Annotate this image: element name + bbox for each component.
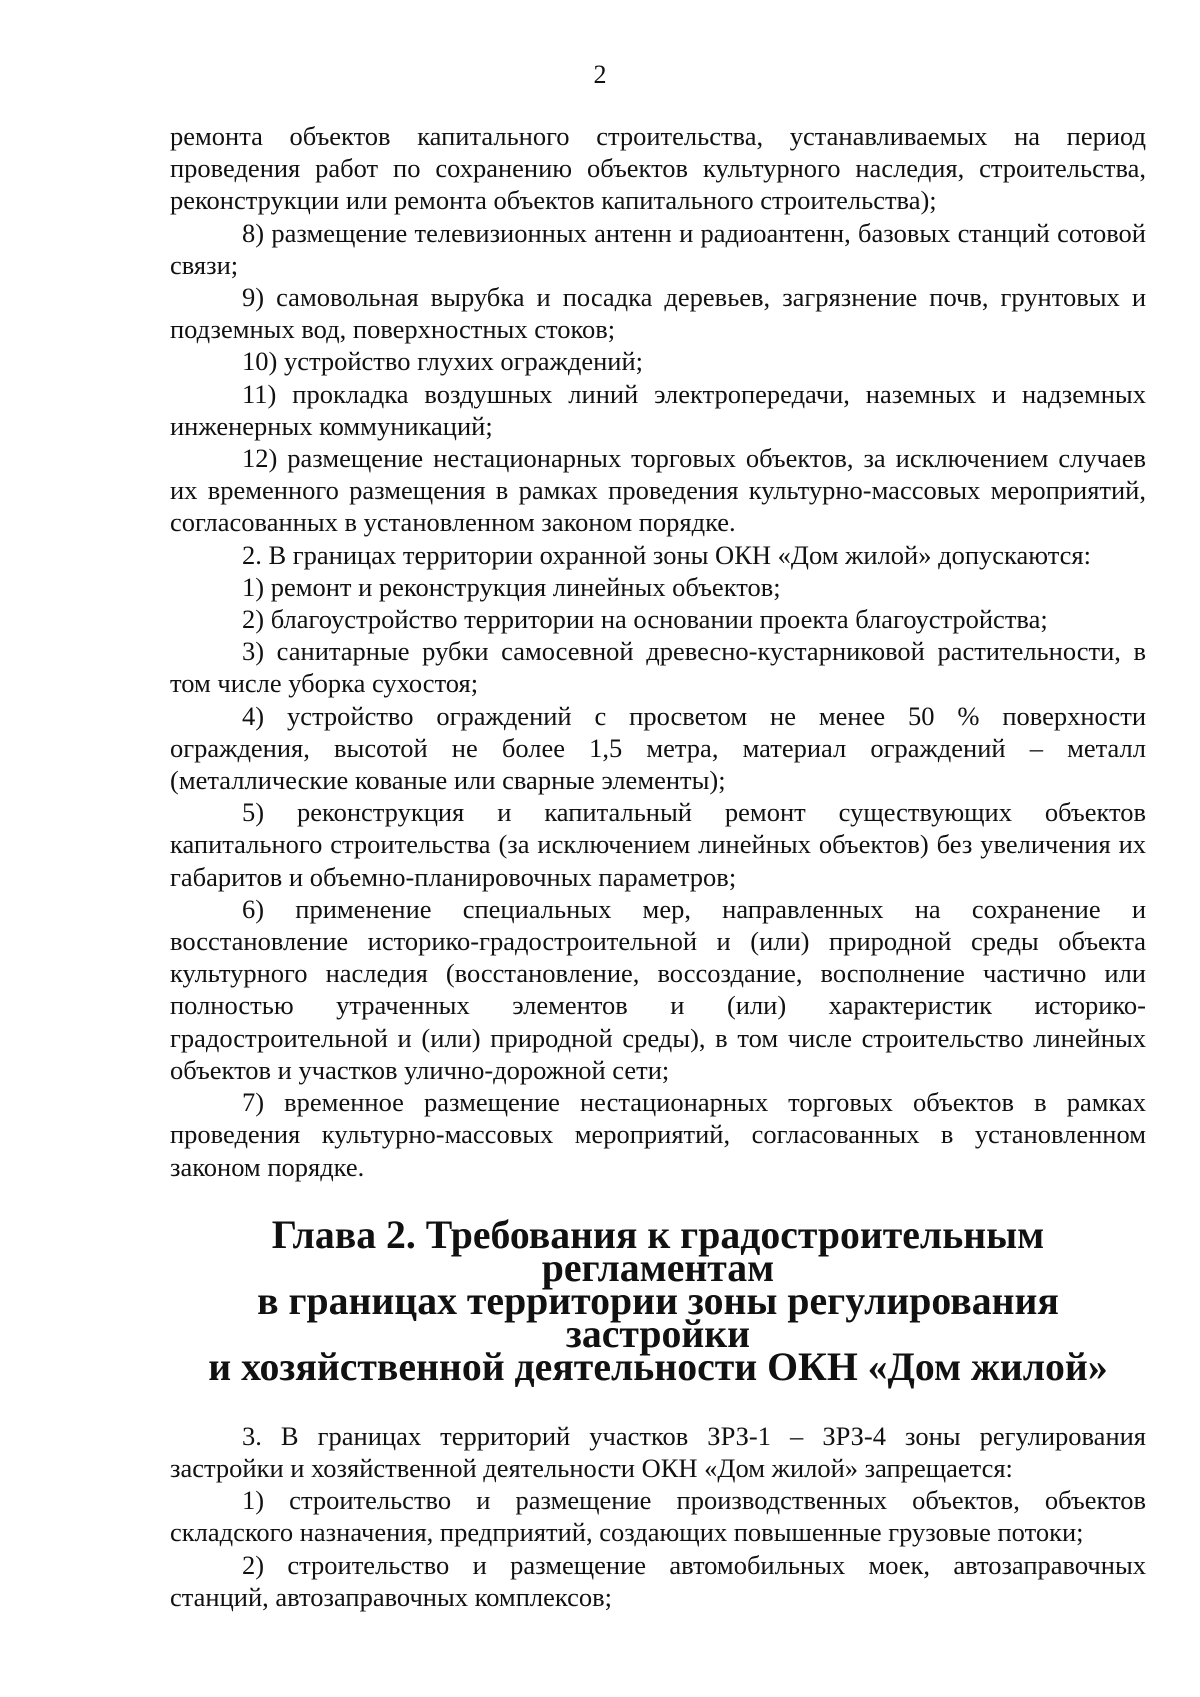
paragraph-continuation: ремонта объектов капитального строительства, устанавливаемых на период проведения работ по сохранению объектов культурного наследия, строительства, реконструкции или ремонта объектов капитального строительства); [170,121,1146,216]
clause-2-item-1: 1) ремонт и реконструкция линейных объектов; [242,571,781,602]
clause-2-item-3: 3) санитарные рубки самосевной древесно-кустарниковой растительности, в том числе уборка сухостоя; [170,636,1146,699]
list-item-9: 9) самовольная вырубка и посадка деревьев, загрязнение почв, грунтовых и подземных вод, поверхностных стоков; [170,282,1146,345]
clause-2-item-2: 2) благоустройство территории на основании проекта благоустройства; [242,604,1048,635]
list-item-8: 8) размещение телевизионных антенн и радиоантенн, базовых станций сотовой связи; [170,217,1146,280]
list-item-11: 11) прокладка воздушных линий электропередачи, наземных и надземных инженерных коммуникаций; [170,378,1146,441]
clause-2-heading: 2. В границах территории охранной зоны ОКН «Дом жилой» допускаются: [242,539,1091,570]
chapter-title: Глава 2. Требования к градостроительным регламентам в границах территории зоны регулирования застройки и хозяйственной деятельности ОКН «Дом жилой» [208,1212,1108,1389]
list-item-12: 12) размещение нестационарных торговых объектов, за исключением случаев их временного размещения в рамках проведения культурно-массовых мероприятий, согласованных в установленном законом порядке. [170,443,1146,538]
clause-2-item-7: 7) временное размещение нестационарных торговых объектов в рамках проведения культурно-массовых мероприятий, согласованных в установленном законом порядке. [170,1087,1146,1182]
document-body [170,120,1146,1613]
clause-2-item-4: 4) устройство ограждений с просветом не менее 50 % поверхности ограждения, высотой не более 1,5 метра, материал ограждений – металл (металлические кованые или сварные элементы); [170,700,1146,796]
clause-3-heading: 3. В границах территорий участков ЗРЗ-1 – ЗРЗ-4 зоны регулирования застройки и хозяйственной деятельности ОКН «Дом жилой» запрещается: [170,1420,1146,1483]
clause-3-item-1: 1) строительство и размещение производственных объектов, объектов складского назначения, предприятий, создающих повышенные грузовые потоки; [170,1485,1146,1548]
clause-2-item-5: 5) реконструкция и капитальный ремонт существующих объектов капитального строительства (за исключением линейных объектов) без увеличения их габаритов и объемно-планировочных параметров; [170,797,1146,892]
page-number: 2 [593,60,607,89]
clause-2-item-6: 6) применение специальных мер, направленных на сохранение и восстановление историко-градостроительной и (или) природной среды объекта культурного наследия (восстановление, воссоздание, восполнение частично или полностью утраченных элементов и (или) характеристик историко-градостроительной и (или) природной среды), в том числе строительство линейных объектов и участков улично-дорожной сети; [170,893,1146,1085]
list-item-10: 10) устройство глухих ограждений; [242,346,643,377]
clause-3-item-2: 2) строительство и размещение автомобильных моек, автозаправочных станций, автозаправочных комплексов; [170,1549,1146,1612]
